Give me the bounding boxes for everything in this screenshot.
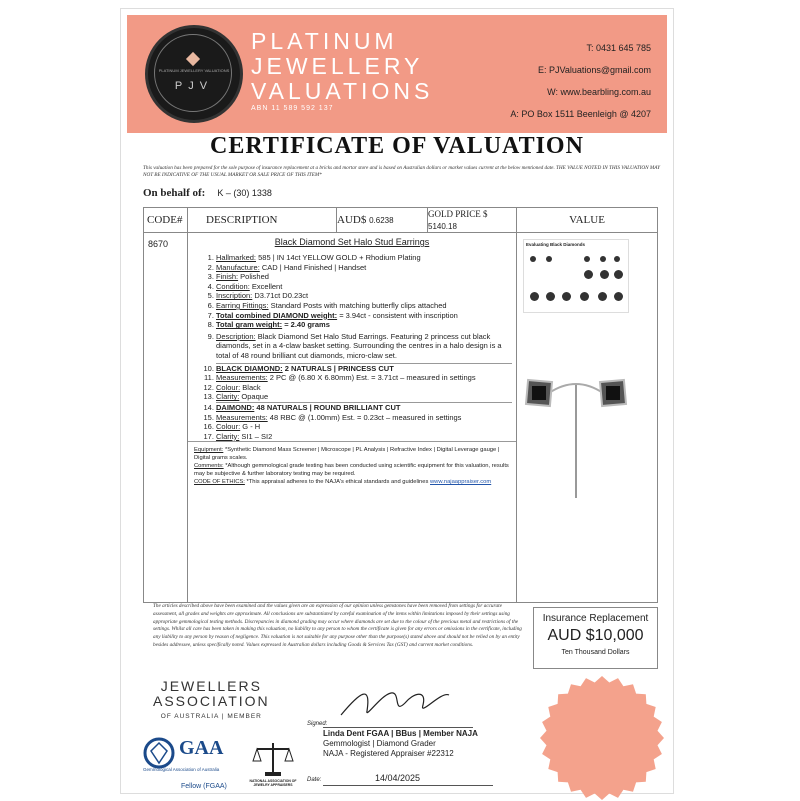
list-item: 1. Hallmarked: 585 | IN 14ct YELLOW GOLD + Rhodium Plating xyxy=(216,253,512,263)
jewellers-association-logo: JEWELLERS ASSOCIATION OF AUSTRALIA | MEMBER xyxy=(153,678,270,720)
table-header-row xyxy=(144,208,658,233)
list-item: 6. Earring Fittings: Standard Posts with matching butterfly clips attached xyxy=(216,301,512,311)
col-aud: AUD$ 0.6238 xyxy=(337,208,428,233)
col-code: CODE# xyxy=(144,208,188,233)
client-ref: K – (30) 1338 xyxy=(217,188,272,198)
list-item: 11. Measurements: 2 PC @ (6.80 X 6.80mm) Est. = 3.71ct – measured in settings xyxy=(216,373,512,383)
earring-image xyxy=(521,363,631,503)
insurance-box xyxy=(533,607,658,669)
list-item: 8. Total gram weight: = 2.40 grams xyxy=(216,320,512,330)
pjv-logo xyxy=(145,25,243,123)
list-item: 9. Description: Black Diamond Set Halo Stud Earrings. Featuring 2 princess cut black diamonds, set in a 4-claw basket setting. Surrounding the centres in a halo design is a total of 48 round brilliant cut diamonds, micro-claw set. xyxy=(216,332,512,361)
list-item: 3. Finish: Polished xyxy=(216,272,512,282)
list-item: 2. Manufacture: CAD | Hand Finished | Handset xyxy=(216,263,512,273)
list-item: 12. Colour: Black xyxy=(216,383,512,393)
scales-icon xyxy=(251,739,295,779)
testing-notes: Equipment: *Synthetic Diamond Mass Screener | Microscope | PL Analysis | Refractive Index | Digital Leverage gauge | Digital grams scales. Comments: *Although gemmological grade testing has been conducted using scientific equipment for this valuation, results may be subjective & further laboratory testing may be required. CODE OF ETHICS: *This appraisal adheres to the NAJA's ethical standards and guidelines www.najaappraiser.com xyxy=(188,441,516,486)
insurance-amount: AUD $10,000 xyxy=(547,627,644,644)
black-diamond-chart: Evaluating Black Diamonds xyxy=(523,239,629,313)
list-item: 13. Clarity: Opaque xyxy=(216,392,512,402)
naja-logo: NATIONAL ASSOCIATION OF JEWELRY APPRAISERS xyxy=(251,739,295,783)
disclaimer: The articles described above have been examined and the values given are an expression of our opinion unless gemstones have been removed from settings for accurate assessment, all grades and weights are approximate. All conclusions are substantiated by careful examination of the items within limitations imposed by their settings using appropriate gemmological testing methods. Discrepancies in diamond grading may occur where diamonds are set due to the colour of the precious metal and restrictions of the settings. Whilst all care has been taken in making this valuation, no liability to any person to whom the certificate is given for any errors or omissions in the certificate, including any liability to any person by reason of negligence. This valuation is not suitable for any purpose other than the purpose(s) stated above and should not be relied on by an entity besides addressee, unless specifically noted. Values expressed in Australian dollars including Goods & Services Tax (GST) and current market conditions. xyxy=(153,603,522,648)
list-item: 7. Total combined DIAMOND weight: = 3.94ct - consistent with inscription xyxy=(216,311,512,321)
seal xyxy=(539,675,665,801)
valuation-date: 14/04/2025 xyxy=(375,773,421,783)
intro-text: This valuation has been prepared for the sole purpose of insurance replacement at a bricks and mortar store and is based on Australian dollars or market values current at the below mentioned date. THE VALUE NOTED IN THIS VALUATION MAY NOT BE INDICATIVE OF THE USUAL MARKET OR SALE PRICE OF THIS ITEM* xyxy=(143,165,660,178)
email[interactable]: E: PJValuations@gmail.com xyxy=(537,65,651,75)
value-cell xyxy=(517,233,658,603)
item-title: Black Diamond Set Halo Stud Earrings xyxy=(274,237,430,247)
website[interactable]: W: www.bearbling.com.au xyxy=(547,87,651,97)
item-description xyxy=(188,233,517,603)
naja-link[interactable]: www.najaappraiser.com xyxy=(430,479,492,486)
list-item: 5. Inscription: D3.71ct D0.23ct xyxy=(216,291,512,301)
gaa-logo: GAA Gemmological Association of Australia Fellow (FGAA) xyxy=(143,737,227,790)
signature xyxy=(331,681,471,721)
date-label: Date: xyxy=(307,777,322,783)
address: A: PO Box 1511 Beenleigh @ 4207 xyxy=(510,109,651,119)
list-item: 4. Condition: Excellent xyxy=(216,282,512,292)
insurance-words: Ten Thousand Dollars xyxy=(561,649,630,656)
list-item: 10. BLACK DIAMOND: 2 NATURALS | PRINCESS CUT xyxy=(216,363,512,374)
list-item: 17. Clarity: SI1 – SI2 xyxy=(216,432,512,442)
list-item: 14. DAIMOND: 48 NATURALS | ROUND BRILLIANT CUT xyxy=(216,402,512,413)
insurance-label: Insurance Replacement xyxy=(542,613,649,624)
item-details-list xyxy=(188,253,516,441)
col-value: VALUE xyxy=(517,208,658,233)
letterhead xyxy=(127,15,667,133)
logo-small-text: PLATINUM JEWELLERY VALUATIONS xyxy=(158,68,230,73)
page-title: CERTIFICATE OF VALUATION xyxy=(210,133,584,159)
list-item: 15. Measurements: 48 RBC @ (1.00mm) Est. = 0.23ct – measured in settings xyxy=(216,413,512,423)
on-behalf-of: On behalf of: K – (30) 1338 xyxy=(143,187,272,199)
logo-text: PJV xyxy=(174,80,214,92)
contact-details xyxy=(510,37,651,125)
item-code: 8670 xyxy=(144,233,188,603)
list-item: 16. Colour: G - H xyxy=(216,422,512,432)
gaa-emblem-icon xyxy=(143,737,175,769)
signer-details: Linda Dent FGAA | BBus | Member NAJA Gemmologist | Diamond Grader NAJA - Registered Appraiser #22312 xyxy=(323,729,478,758)
table-row xyxy=(144,233,658,603)
certificate-page xyxy=(120,8,674,794)
col-gold-price: GOLD PRICE $ 5140.18 xyxy=(428,208,517,233)
signed-label: Signed: xyxy=(307,721,328,727)
brand-name: PLATINUM JEWELLERY VALUATIONS xyxy=(251,28,434,104)
abn: ABN 11 589 592 137 xyxy=(251,105,334,112)
phone: T: 0431 645 785 xyxy=(586,43,651,53)
col-description: DESCRIPTION xyxy=(188,208,337,233)
valuation-table xyxy=(143,207,658,603)
